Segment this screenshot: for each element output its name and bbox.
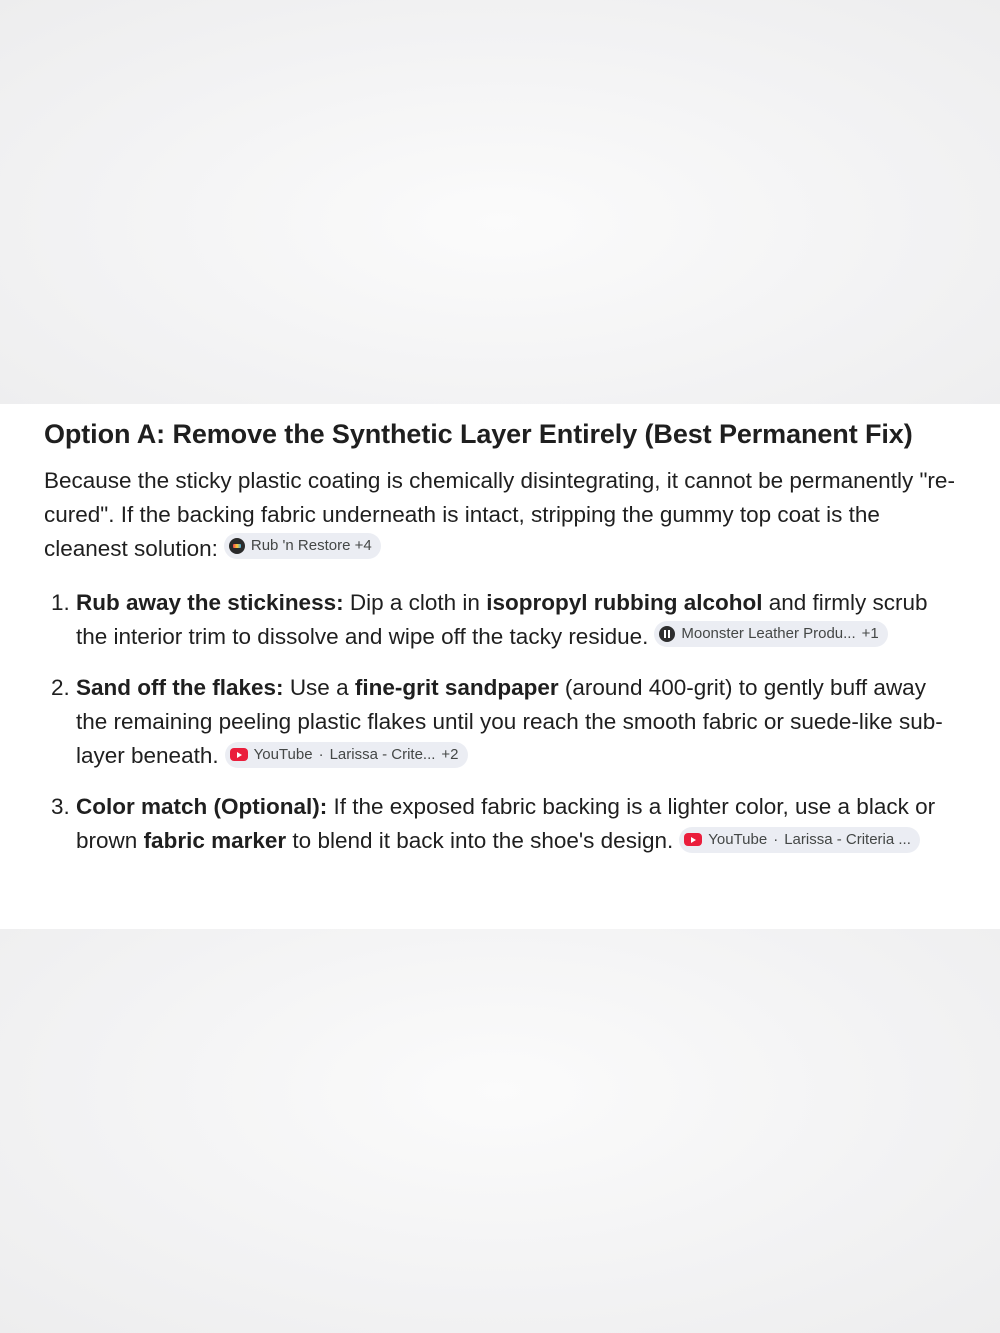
source-chip-label: Larissa - Crite... [329, 745, 436, 763]
step-text: to blend it back into the shoe's design. [292, 828, 674, 853]
background-bottom [0, 929, 1000, 1333]
step-title: Color match (Optional): [76, 794, 328, 819]
step-title: Sand off the flakes: [76, 675, 284, 700]
step-text: and firmly scrub the interior trim to dissolve and wipe off the tacky residue. [76, 590, 928, 649]
step-title: Rub away the stickiness: [76, 590, 344, 615]
source-chip-youtube[interactable] [225, 742, 468, 768]
step-text: Use a [289, 675, 349, 700]
source-chip-label: Rub 'n Restore +4 [250, 537, 372, 554]
step-item-1 [76, 586, 960, 654]
step-bold-text: fabric marker [143, 828, 287, 853]
step-text: Dip a cloth in [349, 590, 480, 615]
source-chip-extra: +2 [441, 745, 459, 763]
source-chip-label: Moonster Leather Produ... [681, 625, 856, 642]
intro-text: Because the sticky plastic coating is chemically disintegrating, it cannot be permanently "re-cured". If the backing fabric underneath is intact, stripping the gummy top coat is the cleanest solution: [44, 468, 955, 561]
intro-paragraph [44, 464, 960, 566]
source-chip-separator: · [318, 745, 324, 763]
step-text: (around 400-grit) to gently buff away the remaining peeling plastic flakes until you reach the smooth fabric or suede-like sub-layer beneath. [76, 675, 943, 768]
youtube-icon [230, 748, 248, 761]
source-chip-label: Larissa - Criteria ... [784, 830, 911, 848]
answer-panel [0, 404, 1000, 929]
step-text: If the exposed fabric backing is a lighter color, use a black or brown [76, 794, 936, 853]
section-heading: Option A: Remove the Synthetic Layer Entirely (Best Permanent Fix) [44, 419, 913, 449]
source-chip-youtube[interactable] [679, 827, 920, 853]
source-chip-site: YouTube [253, 745, 313, 763]
step-bold-text: isopropyl rubbing alcohol [486, 590, 763, 615]
background-top [0, 0, 1000, 404]
moonster-logo-icon [659, 626, 675, 642]
source-chip-rub-n-restore[interactable] [224, 533, 381, 559]
step-item-2 [76, 671, 960, 773]
source-chip-site: YouTube [708, 830, 768, 848]
step-bold-text: fine-grit sandpaper [354, 675, 559, 700]
source-chip-moonster[interactable] [654, 621, 887, 647]
steps-list [44, 586, 960, 858]
source-chip-extra: +1 [861, 625, 879, 642]
step-item-3 [76, 790, 960, 858]
rub-n-restore-logo-icon [229, 538, 245, 554]
youtube-icon [684, 833, 702, 846]
source-chip-separator: · [773, 830, 779, 848]
